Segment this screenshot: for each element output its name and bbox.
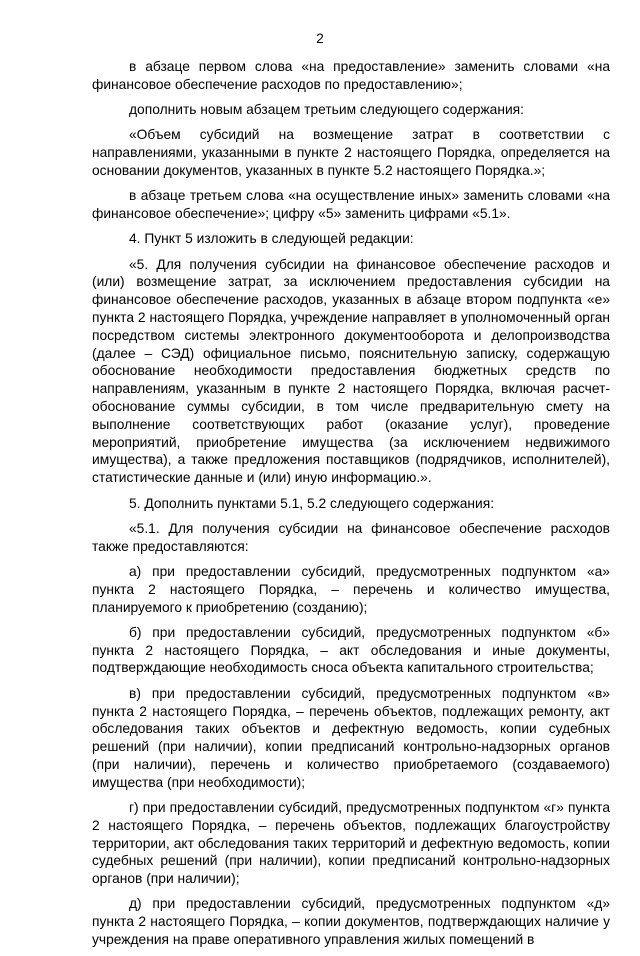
paragraph-subitem-a: а) при предоставлении субсидий, предусмотренных подпунктом «а» пункта 2 настоящего Порядка, – перечень и количество имущества, планируемого к приобретению (созданию); <box>92 563 610 615</box>
paragraph-subitem-b: б) при предоставлении субсидий, предусмотренных подпунктом «б» пункта 2 настоящего Порядка, – акт обследования и иные документы, подтверждающие необходимость сноса объекта капитального строительства; <box>92 624 610 676</box>
paragraph-subitem-g: г) при предоставлении субсидий, предусмотренных подпунктом «г» пункта 2 настоящего Порядка, – перечень объектов, подлежащих благоустройству территории, акт обследования таких территорий и дефектную ведомость, копии судебных решений (при наличии), копии предписаний контрольно-надзорных органов (при наличии); <box>92 799 610 887</box>
paragraph-amend-third-abzac: в абзаце третьем слова «на осуществление иных» заменить словами «на финансовое обеспечение»; цифру «5» заменить цифрами «5.1». <box>92 188 610 222</box>
paragraph-item-4-heading: 4. Пункт 5 изложить в следующей редакции: <box>129 231 414 247</box>
paragraph-subitem-d: д) при предоставлении субсидий, предусмотренных подпунктом «д» пункта 2 настоящего Порядка, – копии документов, подтверждающих наличие у учреждения на праве оперативного управления жилых помещений в <box>92 896 610 948</box>
paragraph-subitem-v: в) при предоставлении субсидий, предусмотренных подпунктом «в» пункта 2 настоящего Порядка, – перечень объектов, подлежащих ремонту, акт обследования таких объектов и дефектную ведомость, копии судебных решений (при наличии), копии предписаний контрольно-надзорных органов (при наличии), перечень и количество приобретаемого (создаваемого) имущества (при необходимости); <box>92 685 610 790</box>
page-number: 2 <box>316 31 324 46</box>
paragraph-subsidy-volume: «Объем субсидий на возмещение затрат в соответствии с направлениями, указанными в пункте 2 настоящего Порядка, определяется на основании документов, указанных в пункте 5.2 настоящего Порядка.»; <box>92 127 610 178</box>
paragraph-add-third-abzac: дополнить новым абзацем третьим следующего содержания: <box>129 102 524 118</box>
document-body <box>92 58 610 956</box>
paragraph-item-5-text: «5. Для получения субсидии на финансовое обеспечение расходов и (или) возмещение затрат, за исключением предоставления субсидии на финансовое обеспечение расходов, указанных в абзаце втором подпункта «е» пункта 2 настоящего Порядка, учреждение направляет в уполномоченный орган посредством системы электронного документооборота и делопроизводства (далее – СЭД) официальное письмо, пояснительную записку, содержащую обоснование необходимости предоставления бюджетных средств по направлениям, указанным в пункте 2 настоящего Порядка, включая расчет-обоснование суммы субсидии, в том числе предварительную смету на выполнение соответствующих работ (оказание услуг), проведение мероприятий, приобретение имущества (за исключением недвижимого имущества), а также предложения поставщиков (подрядчиков, исполнителей), статистические данные и (или) иную информацию.». <box>92 256 610 486</box>
paragraph-item-5-heading: 5. Дополнить пунктами 5.1, 5.2 следующего содержания: <box>129 495 495 511</box>
paragraph-amend-first-abzac: в абзаце первом слова «на предоставление» заменить словами «на финансовое обеспечение расходов по предоставлению»; <box>92 59 610 92</box>
paragraph-item-5-1: «5.1. Для получения субсидии на финансовое обеспечение расходов также предоставляются: <box>92 520 610 554</box>
